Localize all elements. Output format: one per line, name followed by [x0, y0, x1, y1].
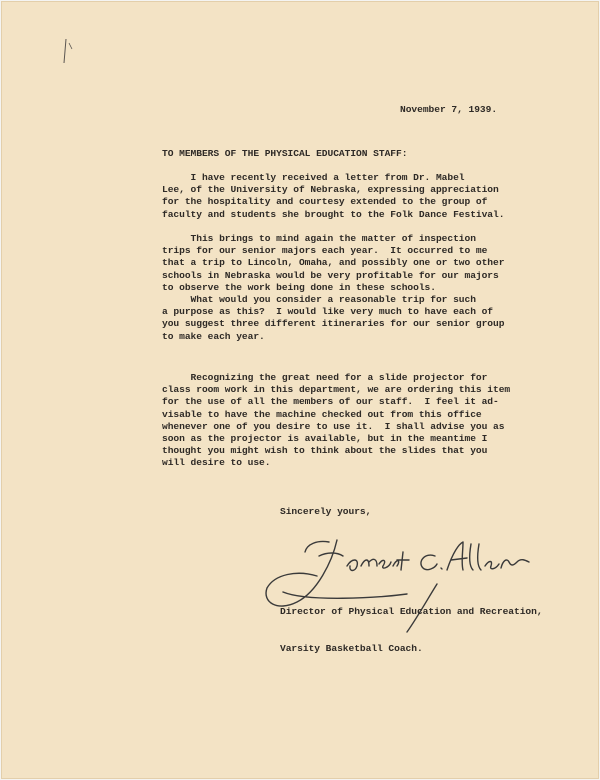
signature-block [280, 582, 543, 680]
paragraph-line: class room work in this department, we are ordering this item [162, 384, 511, 396]
paragraph-line: Lee, of the University of Nebraska, expressing appreciation [162, 184, 499, 196]
pen-mark-icon [58, 37, 78, 67]
paragraph-line: schools in Nebraska would be very profitable for our majors [162, 269, 499, 281]
paragraph-line: will desire to use. [162, 457, 271, 469]
paragraph-line: faculty and students she brought to the Folk Dance Festival. [162, 208, 505, 220]
paragraph-line: trips for our senior majors each year. It occurred to me [162, 245, 488, 257]
paragraph-line: I have recently received a letter from Dr. Mabel [162, 172, 465, 183]
letter-date: November 7, 1939. [400, 104, 498, 115]
letter-page [1, 1, 599, 779]
paragraph-line: you suggest three different itineraries for our senior group [162, 318, 505, 330]
paragraph-2 [162, 233, 562, 294]
signer-title-line: Director of Physical Education and Recreation, [280, 606, 543, 618]
paragraph-line: to observe the work being done in these schools. [162, 281, 436, 293]
paragraph-line: What would you consider a reasonable trip for such [162, 294, 476, 305]
paragraph-line: for the hospitality and courtesy extended to the group of [162, 196, 488, 208]
signer-title-line: Varsity Basketball Coach. [280, 643, 423, 655]
paragraph-1 [162, 172, 562, 221]
letter-closing: Sincerely yours, [280, 506, 372, 517]
paragraph-line: This brings to mind again the matter of inspection [162, 233, 476, 244]
paragraph-line: that a trip to Lincoln, Omaha, and possibly one or two other [162, 257, 505, 269]
paragraph-3 [162, 294, 562, 343]
paragraph-line: Recognizing the great need for a slide projector for [162, 372, 488, 383]
paragraph-4 [162, 372, 562, 470]
paragraph-line: to make each year. [162, 330, 265, 342]
paragraph-line: for the use of all the members of our staff. I feel it ad- [162, 396, 499, 408]
paragraph-line: a purpose as this? I would like very much to have each of [162, 306, 494, 318]
paragraph-line: visable to have the machine checked out from this office [162, 408, 482, 420]
paragraph-line: soon as the projector is available, but in the meantime I [162, 433, 488, 445]
paragraph-line: whenever one of you desire to use it. I shall advise you as [162, 420, 505, 432]
paragraph-line: thought you might wish to think about the slides that you [162, 445, 488, 457]
letter-salutation: TO MEMBERS OF THE PHYSICAL EDUCATION STAFF: [162, 148, 408, 159]
